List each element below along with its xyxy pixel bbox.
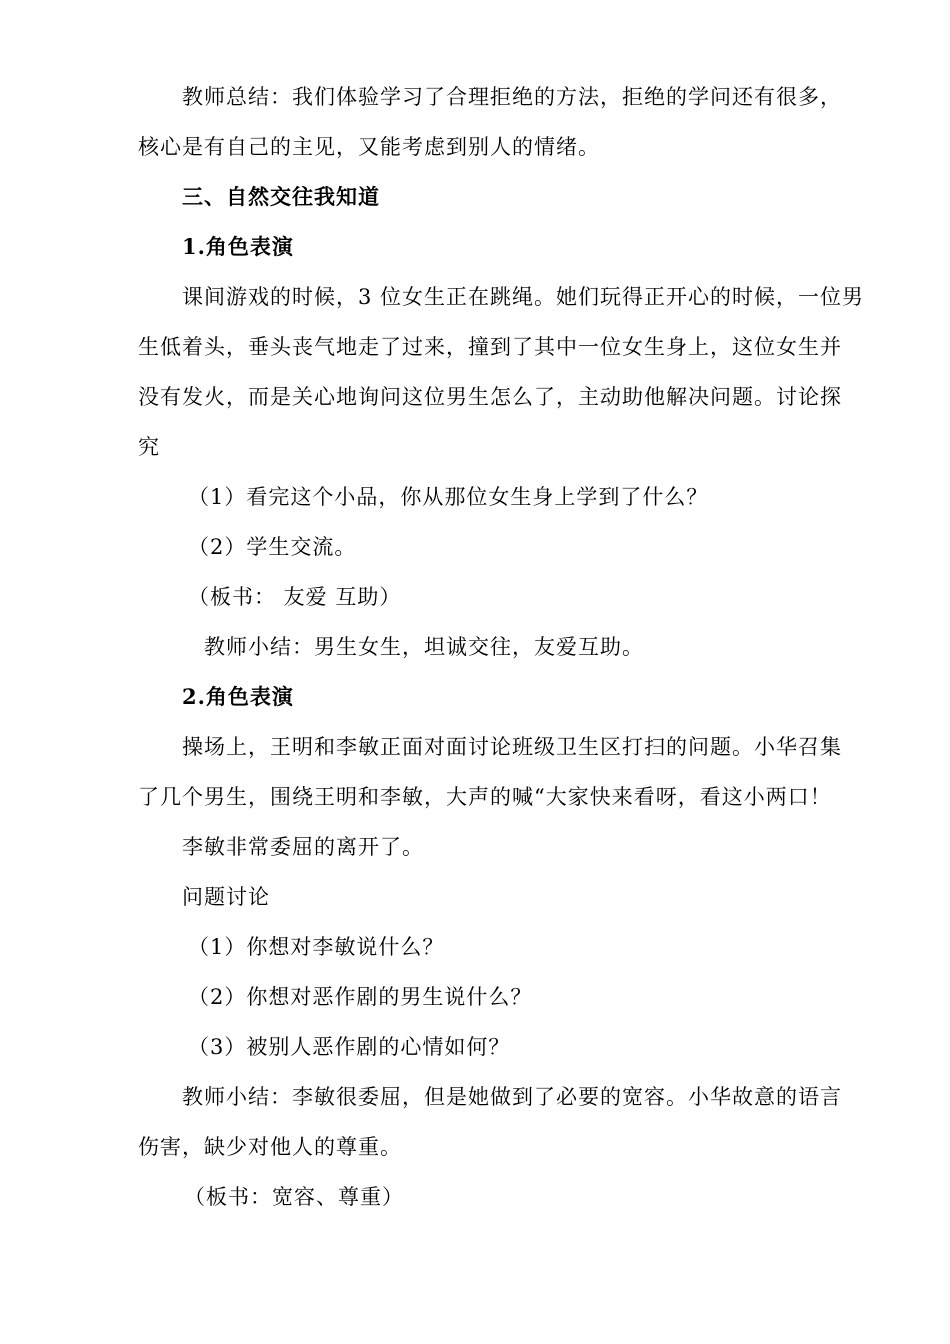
paragraph-line: 李敏非常委屈的离开了。 (182, 835, 424, 859)
question-line: （1）你想对李敏说什么？ (188, 935, 445, 959)
question-line: （1）看完这个小品，你从那位女生身上学到了什么？ (188, 485, 709, 509)
paragraph-line: 操场上，王明和李敏正面对面讨论班级卫生区打扫的问题。小华召集 (182, 735, 842, 759)
board-note: （板书： 友爱 互助） (188, 585, 402, 609)
paragraph-line: 没有发火，而是关心地询问这位男生怎么了，主动助他解决问题。讨论探 (138, 385, 842, 409)
teacher-summary: 教师小结：李敏很委屈，但是她做到了必要的宽容。小华故意的语言 (182, 1085, 842, 1109)
paragraph-line: 生低着头，垂头丧气地走了过来，撞到了其中一位女生身上，这位女生并 (138, 335, 842, 359)
paragraph-line: 究 (138, 435, 160, 459)
paragraph-line: 核心是有自己的主见，又能考虑到别人的情绪。 (138, 135, 600, 159)
subsection-heading: 2.角色表演 (182, 684, 294, 709)
discussion-heading: 问题讨论 (182, 885, 270, 909)
paragraph-line: 课间游戏的时候，3 位女生正在跳绳。她们玩得正开心的时候，一位男 (182, 285, 865, 309)
paragraph-line: 了几个男生，围绕王明和李敏，大声的喊“大家快来看呀，看这小两口！ (138, 785, 832, 809)
section-heading: 三、自然交往我知道 (182, 184, 380, 209)
question-line: （2）学生交流。 (188, 535, 357, 559)
question-line: （2）你想对恶作剧的男生说什么？ (188, 985, 533, 1009)
paragraph-line: 教师总结：我们体验学习了合理拒绝的方法，拒绝的学问还有很多， (182, 85, 842, 109)
question-line: （3）被别人恶作剧的心情如何？ (188, 1035, 511, 1059)
paragraph-line: 伤害，缺少对他人的尊重。 (138, 1135, 402, 1159)
board-note: （板书：宽容、尊重） (184, 1185, 404, 1209)
subsection-heading: 1.角色表演 (182, 234, 294, 259)
teacher-summary: 教师小结：男生女生，坦诚交往，友爱互助。 (204, 635, 644, 659)
